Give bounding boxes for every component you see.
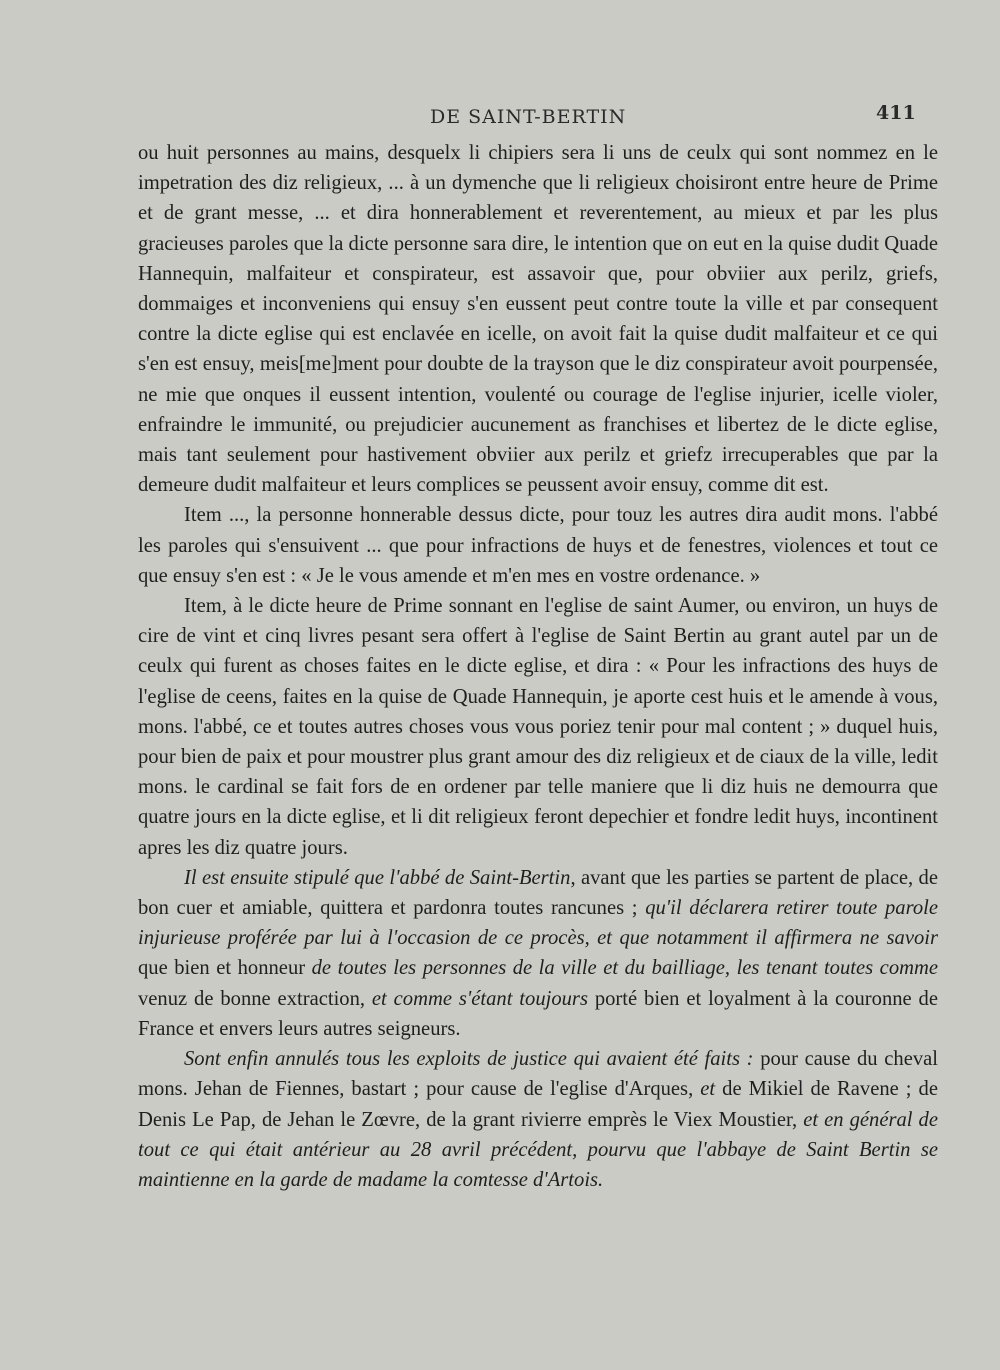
text-segment: que bien et honneur [138, 957, 312, 980]
italic-text-segment: Il est ensuite stipulé que l'abbé de Saint-Bertin [184, 866, 571, 889]
italic-text-segment: et comme s'étant toujours [371, 987, 588, 1010]
text-segment: ou huit personnes au mains, desquelx li chipiers sera li uns de ceulx qui sont nommez en le impetration des diz religieux, ... à un dymenche que li religieux choisiront entre heure de Prime et de grant messe, ... et dira honnerablement et reverentement, au mieux et par les plus gracieuses paroles que la dicte personne sara dire, le intention que on eut en la quise dudit Quade Hannequin, malfaiteur et conspirateur, est assavoir que, pour obviier aux perilz, griefs, dommaiges et inconveniens qui ensuy s'en eussent peut contre toute la ville et par consequent contre la dicte eglise qui est enclavée en icelle, on avoit fait la quise dudit malfaiteur et ce qui s'en est ensuy, meis[me]ment pour doubte de la trayson que le diz conspirateur avoit pourpensée, ne mie que onques il eussent intention, voulenté ou courage de l'eglise injurier, icelle violer, enfraindre le immunité, ou prejudicier aucunement as franchises et libertez de le dicte eglise, mais tant seulement pour hastivement obviier aux perilz et griefz irrecuperables que par la demeure dudit malfaiteur et leurs complices se peussent avoir ensuy, comme dit est. [138, 142, 938, 497]
body-text [138, 138, 938, 1195]
italic-text-segment: et en général de tout ce qui était antérieur au 28 avril précédent, pourvu que l'abbaye de Saint Bertin se maintienne en la garde de madame la comtesse d'Artois. [138, 1108, 938, 1191]
text-segment: Item ..., la personne honnerable dessus dicte, pour touz les autres dira audit mons. l'abbé les paroles qui s'ensuivent ... que pour infractions de huys et de fenestres, violences et tout ce que ensuy s'en est : « Je le vous amende et m'en mes en vostre ordenance. » [138, 504, 938, 587]
text-segment: pour cause du cheval mons. Jehan de Fiennes, bastart ; pour cause de l'eglise d'Arques, [138, 1048, 938, 1101]
paragraph [138, 591, 938, 863]
paragraph [138, 500, 938, 591]
text-segment: , avant que les parties se partent de place, de bon cuer et amiable, quittera et pardonra toutes rancunes ; [138, 866, 938, 920]
text-segment: venuz de bonne extraction, [138, 987, 372, 1010]
paragraph [138, 138, 938, 500]
paragraph [138, 863, 938, 1044]
italic-text-segment: Sont enfin annulés tous les exploits de justice qui avaient été faits : [184, 1048, 754, 1071]
paragraph [138, 1044, 938, 1195]
text-segment: Item, à le dicte heure de Prime sonnant en l'eglise de saint Aumer, ou environ, un huys de cire de vint et cinq livres pesant sera offert à l'eglise de Saint Bertin au grant autel par un de ceulx qui furent as choses faites en le dicte eglise, et dira : « Pour les infractions des huys de l'eglise de ceens, faites en la quise de Quade Hannequin, je aporte cest huis et le amende à vous, mons. l'abbé, ce et toutes autres choses vous vous poriez tenir pour mal content ; » duquel huis, pour bien de paix et pour moustrer plus grant amour des diz religieux et de ciaux de la ville, ledit mons. le cardinal se fait fors de en ordener par telle maniere que li diz huis ne demourra que quatre jours en la dicte eglise, et li dit religieux feront depechier et fondre ledit huys, incontinent apres les diz quatre jours. [138, 595, 938, 859]
italic-text-segment: et [700, 1078, 716, 1101]
text-segment: de Mikiel de Ravene ; de Denis Le Pap, de Jehan le Zœvre, de la grant rivierre emprès le Viex Moustier, [138, 1078, 938, 1131]
text-segment: porté bien et loyalment à la couronne de France et envers leurs autres seigneurs. [138, 987, 938, 1040]
italic-text-segment: de toutes les personnes de la ville et du bailliage, les tenant toutes comme [311, 957, 938, 980]
running-title: DE SAINT-BERTIN [430, 106, 627, 128]
italic-text-segment: qu'il déclarera retirer toute parole injurieuse proférée par lui à l'occasion de ce procès, et que notamment il affirmera ne savoir [138, 897, 938, 950]
page-number: 411 [876, 102, 916, 124]
running-head [0, 100, 1000, 130]
